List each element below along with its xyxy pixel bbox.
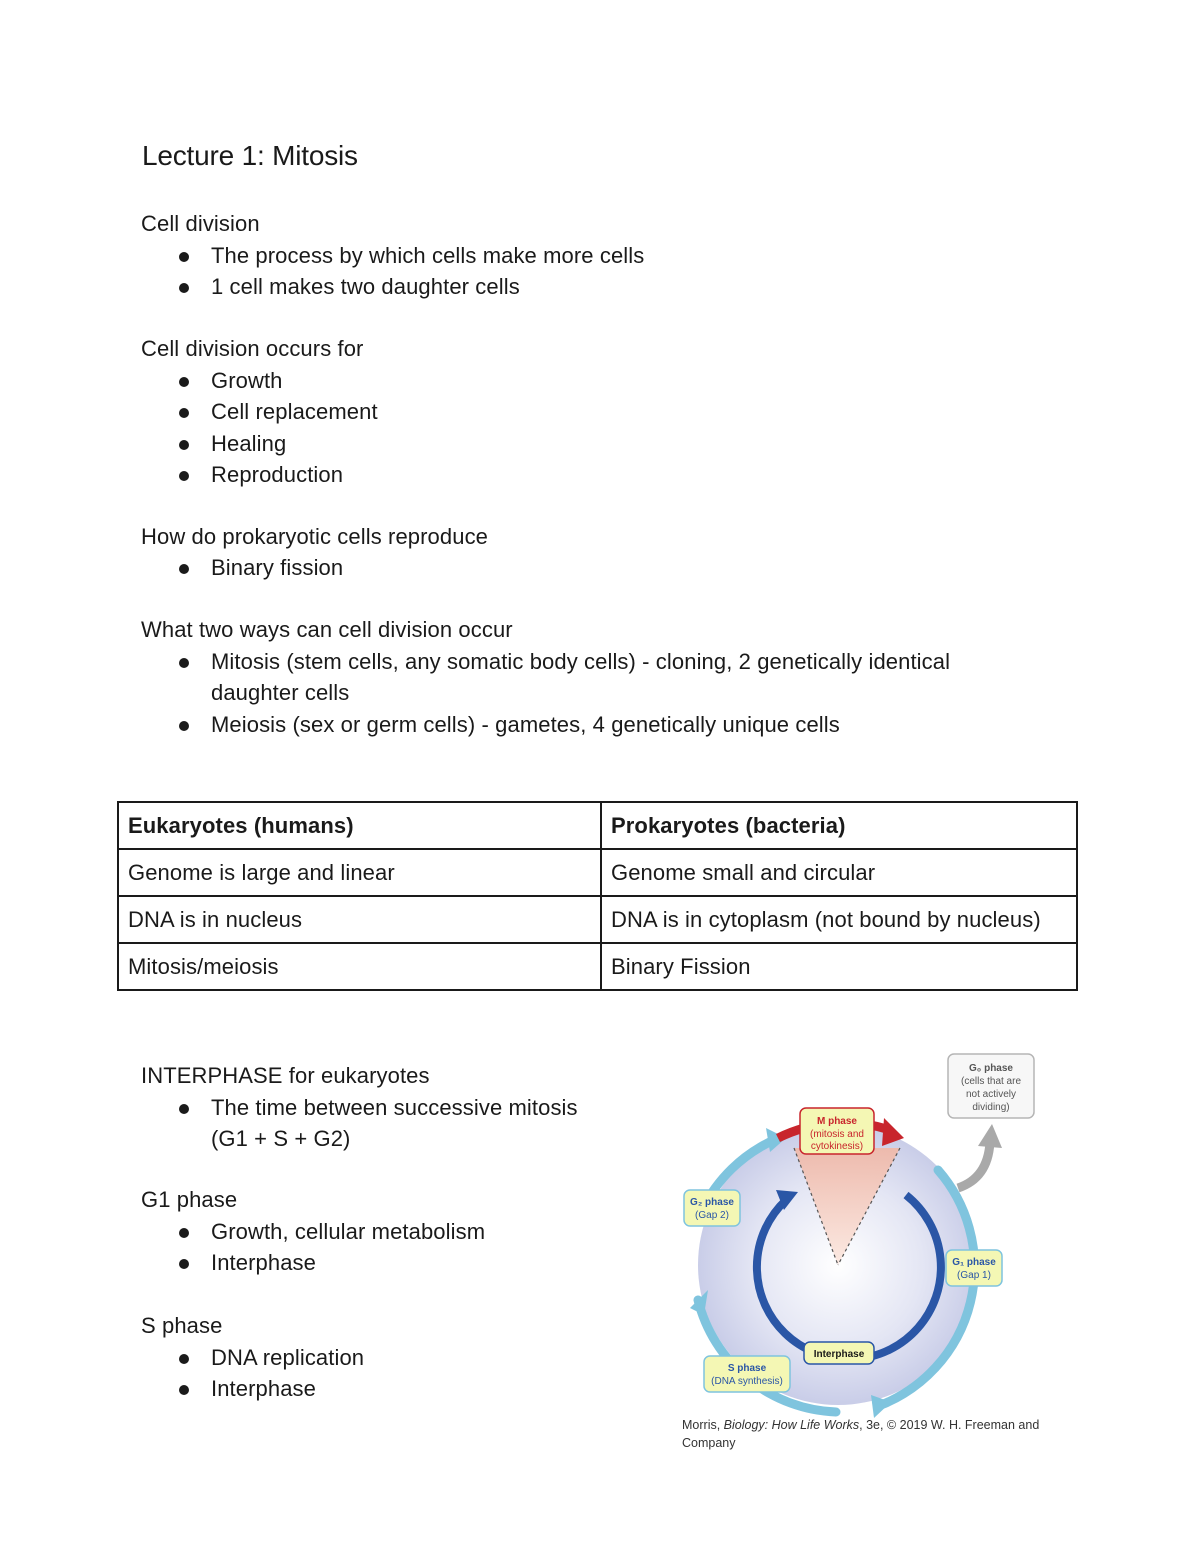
list-item: Reproduction bbox=[0, 459, 1011, 490]
bullet-icon bbox=[179, 564, 189, 574]
interphase-label bbox=[804, 1342, 874, 1364]
bullet-icon bbox=[179, 471, 189, 481]
svg-text:(Gap 1): (Gap 1) bbox=[957, 1270, 991, 1281]
bullet-icon bbox=[179, 440, 189, 450]
svg-text:dividing): dividing) bbox=[972, 1102, 1010, 1113]
table-cell: Binary Fission bbox=[601, 943, 1077, 990]
section-heading-cell-division: Cell division bbox=[141, 211, 260, 236]
table-cell: Mitosis/meiosis bbox=[118, 943, 601, 990]
table-cell: Genome is large and linear bbox=[118, 849, 601, 896]
table-header-cell: Prokaryotes (bacteria) bbox=[601, 802, 1077, 849]
bullet-icon bbox=[179, 408, 189, 418]
table-cell: DNA is in cytoplasm (not bound by nucleus) bbox=[601, 896, 1077, 943]
g0-arrow bbox=[958, 1142, 990, 1188]
bullet-list-interphase bbox=[0, 1092, 611, 1155]
bullet-list-prokaryotic bbox=[0, 552, 1011, 583]
section-heading-interphase: INTERPHASE for eukaryotes bbox=[141, 1063, 430, 1088]
svg-text:S phase: S phase bbox=[727, 1363, 767, 1374]
section-heading-s-phase: S phase bbox=[141, 1313, 223, 1338]
list-item: DNA replication bbox=[0, 1342, 1011, 1373]
table-row bbox=[118, 896, 1077, 943]
svg-text:not actively: not actively bbox=[965, 1089, 1017, 1100]
page-title: Lecture 1: Mitosis bbox=[142, 140, 358, 171]
table-row bbox=[118, 849, 1077, 896]
g0-phase-label bbox=[948, 1054, 1034, 1118]
m-phase-label bbox=[800, 1108, 874, 1154]
section-heading-prokaryotic: How do prokaryotic cells reproduce bbox=[141, 524, 488, 549]
bullet-list-two-ways bbox=[0, 646, 1011, 740]
g2-phase-label bbox=[684, 1190, 740, 1226]
bullet-icon bbox=[179, 1228, 189, 1238]
bullet-icon bbox=[179, 283, 189, 293]
section-heading-g1: G1 phase bbox=[141, 1187, 238, 1212]
comparison-table bbox=[117, 801, 1078, 991]
list-item: Cell replacement bbox=[0, 396, 1011, 427]
bullet-icon bbox=[179, 721, 189, 731]
arrowhead-icon bbox=[978, 1124, 1002, 1148]
cell-cycle-diagram bbox=[676, 1050, 1056, 1460]
table-cell: Genome small and circular bbox=[601, 849, 1077, 896]
cell-cycle-svg bbox=[676, 1050, 1056, 1420]
table-header-cell: Eukaryotes (humans) bbox=[118, 802, 601, 849]
svg-text:G₁ phase: G₁ phase bbox=[952, 1257, 996, 1268]
g1-phase-label bbox=[946, 1250, 1002, 1286]
svg-text:(Gap 2): (Gap 2) bbox=[695, 1210, 729, 1221]
table-cell: DNA is in nucleus bbox=[118, 896, 601, 943]
table-header-row bbox=[118, 802, 1077, 849]
bullet-list-occurs-for bbox=[0, 365, 1011, 490]
list-item: Interphase bbox=[0, 1247, 1011, 1278]
svg-text:Interphase: Interphase bbox=[813, 1349, 865, 1360]
section-heading-two-ways: What two ways can cell division occur bbox=[141, 617, 513, 642]
bullet-icon bbox=[179, 1354, 189, 1364]
svg-text:(DNA synthesis): (DNA synthesis) bbox=[711, 1376, 783, 1387]
svg-text:cytokinesis): cytokinesis) bbox=[810, 1141, 864, 1152]
figure-caption: Morris, Biology: How Life Works, 3e, © 2019 W. H. Freeman and Company bbox=[682, 1418, 1040, 1450]
bullet-icon bbox=[179, 658, 189, 668]
list-item: The process by which cells make more cells bbox=[0, 240, 1011, 271]
s-phase-label bbox=[704, 1356, 790, 1392]
list-item: Mitosis (stem cells, any somatic body cells) - cloning, 2 genetically identical daughter cells bbox=[0, 646, 1011, 709]
svg-text:(mitosis and: (mitosis and bbox=[810, 1129, 864, 1140]
bullet-icon bbox=[179, 252, 189, 262]
bullet-list-cell-division bbox=[0, 240, 1011, 303]
list-item: Binary fission bbox=[0, 552, 1011, 583]
bullet-icon bbox=[179, 1259, 189, 1269]
section-heading-occurs-for: Cell division occurs for bbox=[141, 336, 364, 361]
list-item: 1 cell makes two daughter cells bbox=[0, 271, 1011, 302]
table-row bbox=[118, 943, 1077, 990]
list-item: Growth, cellular metabolism bbox=[0, 1216, 1011, 1247]
svg-text:M phase: M phase bbox=[816, 1116, 858, 1127]
svg-text:G₀ phase: G₀ phase bbox=[969, 1063, 1013, 1074]
list-item: Healing bbox=[0, 428, 1011, 459]
bullet-icon bbox=[179, 1104, 189, 1114]
svg-text:(cells that are: (cells that are bbox=[960, 1076, 1022, 1087]
list-item: Growth bbox=[0, 365, 1011, 396]
bullet-icon bbox=[179, 377, 189, 387]
bullet-icon bbox=[179, 1385, 189, 1395]
list-item: The time between successive mitosis (G1 + S + G2) bbox=[0, 1092, 611, 1155]
list-item: Meiosis (sex or germ cells) - gametes, 4 genetically unique cells bbox=[0, 709, 1011, 740]
svg-text:G₂ phase: G₂ phase bbox=[690, 1197, 734, 1208]
list-item: Interphase bbox=[0, 1373, 1011, 1404]
